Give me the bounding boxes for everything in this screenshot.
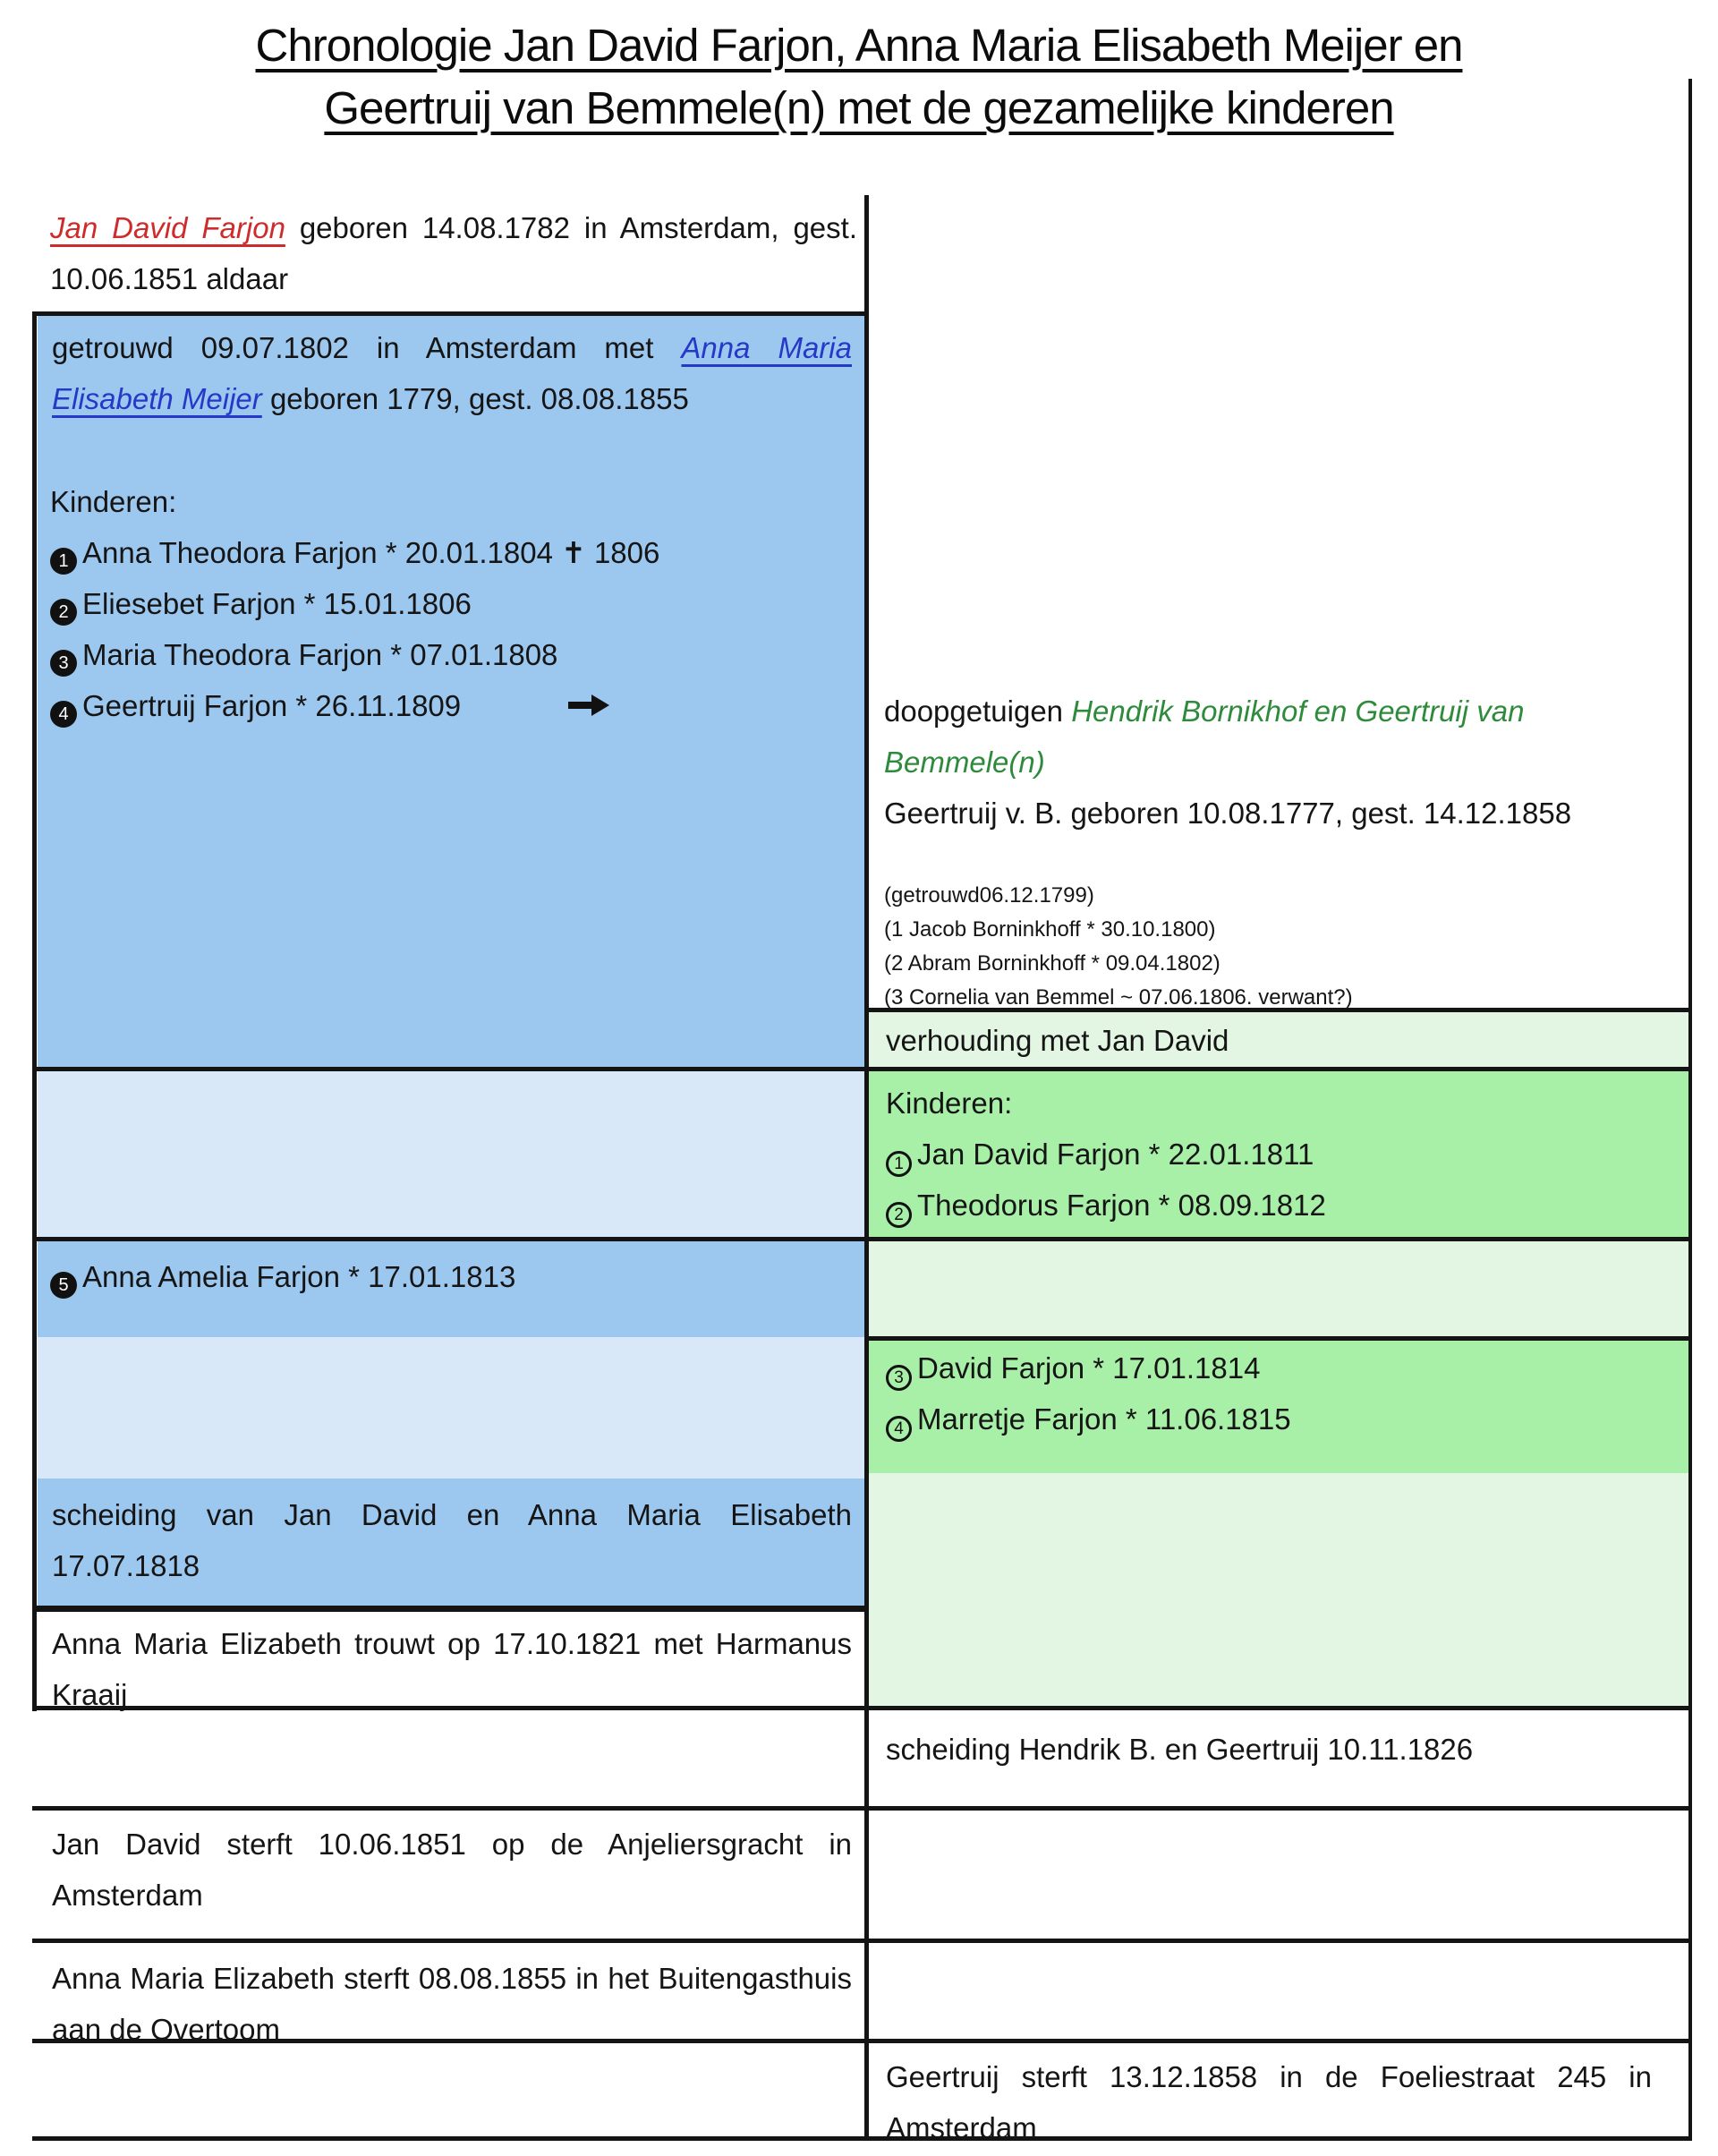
table-border-left — [32, 311, 37, 1711]
child-item-1 — [50, 527, 857, 578]
border-top-of-marriage-cell — [32, 311, 869, 316]
marriage-paragraph — [52, 322, 852, 424]
right-child-item-3-text: David Farjon * 17.01.1814 — [917, 1351, 1261, 1385]
jan-david-farjon-name: Jan David Farjon — [50, 211, 285, 244]
page-title — [0, 14, 1718, 140]
children-list-right-group1 — [886, 1078, 1673, 1231]
border-row-1192 — [32, 1067, 1692, 1071]
right-child-item-4-text: Marretje Farjon * 11.06.1815 — [917, 1402, 1291, 1436]
divorce-paragraph-right: scheiding Hendrik B. en Geertruij 10.11.1826 — [886, 1733, 1474, 1766]
child-item-2 — [50, 578, 857, 629]
border-row-1382 — [32, 1237, 1692, 1241]
jan-death-paragraph: Jan David sterft 10.06.1851 op de Anjeliersgracht in Amsterdam — [52, 1828, 852, 1912]
note-line-2: (1 Jacob Borninkhoff * 30.10.1800) — [884, 917, 1216, 942]
child-item-1-text: Anna Theodora Farjon * 20.01.1804 ✝ 1806 — [82, 536, 660, 569]
border-row-2018 — [32, 1806, 1692, 1811]
marriage-pre: getrouwd 09.07.1802 in Amsterdam met — [52, 331, 682, 364]
note-line-3: (2 Abram Borninkhoff * 09.04.1802) — [884, 951, 1220, 976]
outline-circle-number-icon: 2 — [886, 1202, 912, 1228]
geertruij-dates: Geertruij v. B. geboren 10.08.1777, gest. 14.12.1858 — [884, 797, 1572, 830]
right-child-item-3 — [886, 1342, 1673, 1393]
witnesses-line — [884, 686, 1671, 788]
divorce-paragraph-left: scheiding van Jan David en Anna Maria Elisabeth 17.07.1818 — [52, 1498, 852, 1582]
witnesses-names: Hendrik Bornikhof en Geertruij van Bemmele(n) — [884, 695, 1525, 779]
right-child-item-4 — [886, 1393, 1673, 1444]
children-list-right-group2 — [886, 1342, 1673, 1444]
jan-intro-rest: geboren 14.08.1782 in Amsterdam, gest. 10.06.1851 aldaar — [50, 211, 857, 295]
child-item-5 — [50, 1251, 857, 1302]
border-row-2166 — [32, 1939, 1692, 1943]
children-label-left: Kinderen: — [50, 485, 177, 518]
cell-bg-empty-lightblue-1 — [38, 1069, 866, 1240]
filled-circle-number-icon: 3 — [50, 650, 77, 677]
anna-death-paragraph: Anna Maria Elizabeth sterft 08.08.1855 in het Buitengasthuis aan de Overtoom — [52, 1962, 852, 2046]
child-item-4 — [50, 680, 857, 731]
table-divider-vertical — [864, 195, 869, 2141]
cell-bg-empty-lightblue-2 — [38, 1337, 866, 1479]
child-item-4-text: Geertruij Farjon * 26.11.1809 — [82, 689, 462, 722]
cell-bg-empty-lightgreen-1 — [869, 1240, 1688, 1339]
filled-circle-number-icon: 1 — [50, 548, 77, 575]
table-border-right — [1688, 79, 1692, 2141]
filled-circle-number-icon: 2 — [50, 599, 77, 626]
witnesses-pre: doopgetuigen — [884, 695, 1072, 728]
remarriage-paragraph: Anna Maria Elizabeth trouwt op 17.10.1821 met Harmanus Kraaij — [52, 1627, 852, 1711]
border-top-of-children-group2 — [866, 1336, 1692, 1341]
filled-circle-number-icon: 5 — [50, 1272, 77, 1299]
outline-circle-number-icon: 4 — [886, 1416, 912, 1442]
children-list-left — [50, 476, 857, 731]
title-line-2: Geertruij van Bemmele(n) met de gezamelijke kinderen — [324, 82, 1394, 133]
children-label-right: Kinderen: — [886, 1087, 1013, 1120]
child-item-3-text: Maria Theodora Farjon * 07.01.1808 — [82, 638, 558, 671]
outline-circle-number-icon: 1 — [886, 1151, 912, 1177]
right-child-item-2-text: Theodorus Farjon * 08.09.1812 — [917, 1189, 1326, 1222]
child-item-3 — [50, 629, 857, 680]
child-item-5-text: Anna Amelia Farjon * 17.01.1813 — [82, 1260, 516, 1293]
marriage-post: geboren 1779, gest. 08.08.1855 — [261, 382, 689, 415]
relationship-line: verhouding met Jan David — [886, 1024, 1229, 1057]
filled-circle-number-icon: 4 — [50, 701, 77, 728]
geertruij-death-paragraph: Geertruij sterft 13.12.1858 in de Foeliestraat 245 in Amsterdam — [886, 2060, 1652, 2144]
outline-circle-number-icon: 3 — [886, 1365, 912, 1391]
cell-bg-empty-lightgreen-2 — [869, 1473, 1688, 1709]
right-child-item-2 — [886, 1180, 1673, 1231]
baptism-witnesses-block — [884, 686, 1671, 839]
title-line-1: Chronologie Jan David Farjon, Anna Maria Elisabeth Meijer en — [255, 20, 1463, 71]
note-line-1: (getrouwd06.12.1799) — [884, 883, 1094, 908]
arrow-right-icon — [568, 692, 611, 719]
right-child-item-1-text: Jan David Farjon * 22.01.1811 — [917, 1138, 1314, 1171]
right-child-item-1 — [886, 1129, 1673, 1180]
anna-maria-meijer-name: Anna Maria Elisabeth Meijer — [52, 331, 852, 415]
note-line-4: (3 Cornelia van Bemmel ~ 07.06.1806. verwant?) — [884, 985, 1353, 1010]
geertruij-notes-block — [884, 879, 1686, 1015]
jan-intro-paragraph — [50, 202, 857, 304]
border-bottom-of-divorce-cell — [32, 1606, 869, 1612]
child-item-2-text: Eliesebet Farjon * 15.01.1806 — [82, 587, 472, 620]
